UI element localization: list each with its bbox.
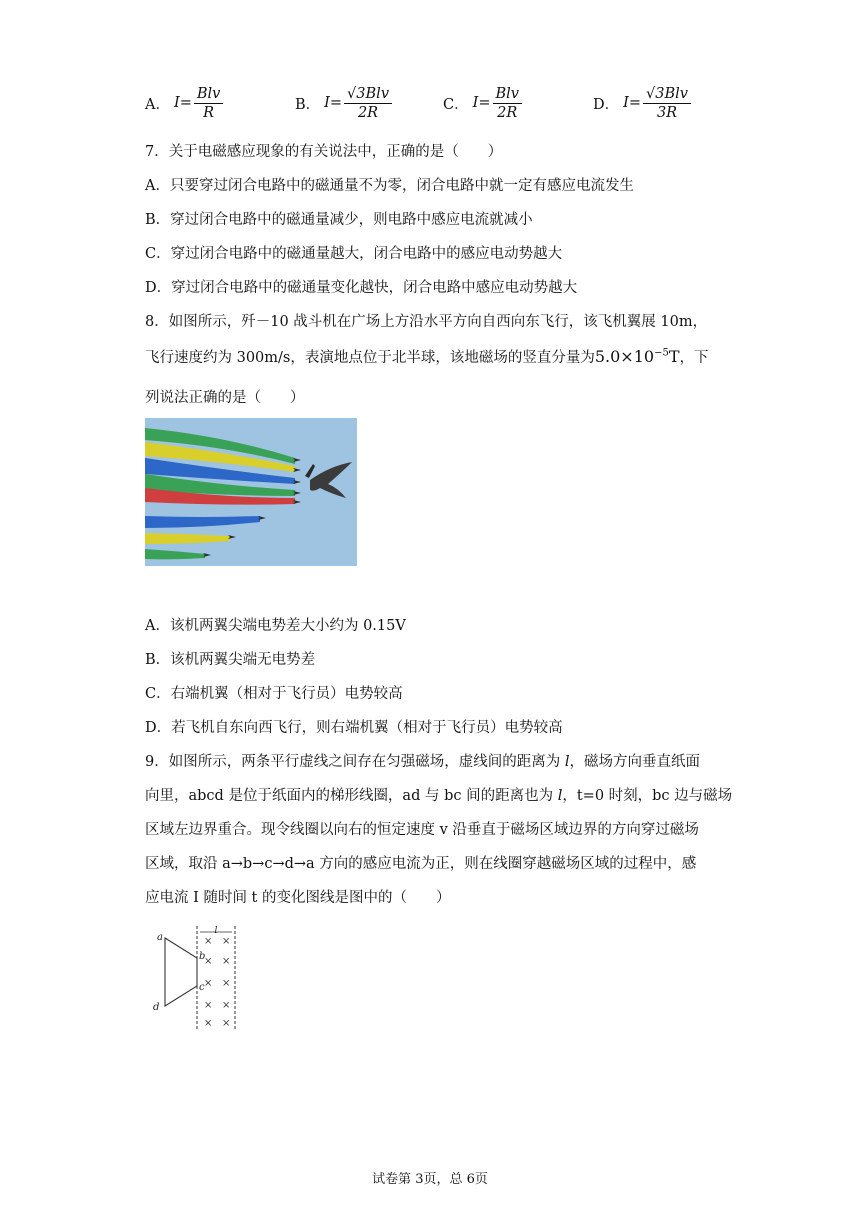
airshow-photo <box>145 418 357 566</box>
q9-stem-line4: 区域，取沿 a→b→c→d→a 方向的感应电流为正，则在线圈穿越磁场区域的过程中，感 <box>145 856 697 872</box>
field-cross: × <box>204 956 213 967</box>
field-cross: × <box>204 978 213 989</box>
q6-options <box>145 80 705 126</box>
numerator-rest: Blv <box>664 85 689 102</box>
numerator: Blv <box>493 85 523 104</box>
option-label: A． <box>145 96 170 113</box>
fraction <box>344 85 392 122</box>
q8-stem-line3: 列说法正确的是（ ） <box>145 390 305 406</box>
field-crosses <box>204 936 230 1029</box>
q8-option-d[interactable]: D．若飞机自东向西飞行，则右端机翼（相对于飞行员）电势较高 <box>145 720 563 736</box>
q8-option-a[interactable]: A．该机两翼尖端电势差大小约为 0.15V <box>145 618 406 634</box>
q7-option-b[interactable]: B．穿过闭合电路中的磁通量减少，则电路中感应电流就减小 <box>145 212 533 228</box>
q8-text: ，下 <box>679 350 709 366</box>
vertex-a: a <box>157 932 163 943</box>
option-label: B． <box>295 96 321 113</box>
numerator <box>344 85 392 104</box>
fraction <box>194 85 224 122</box>
option-label: D． <box>593 96 620 113</box>
radicand: 3 <box>356 85 366 102</box>
radicand: 3 <box>655 85 665 102</box>
field-cross: × <box>204 1000 213 1011</box>
option-label: C． <box>443 96 469 113</box>
numerator: Blv <box>194 85 224 104</box>
coil <box>165 938 197 1006</box>
field-cross: × <box>204 936 213 947</box>
sqrt-sign: √ <box>347 85 357 102</box>
q8-stem-line1: 8．如图所示，歼－10 战斗机在广场上方沿水平方向自西向东飞行，该飞机翼展 10m， <box>145 314 708 330</box>
q7-option-a[interactable]: A．只要穿过闭合电路中的磁通量不为零，闭合电路中就一定有感应电流发生 <box>145 178 634 194</box>
q6-option-d[interactable] <box>593 80 691 126</box>
formula-lhs: I= <box>173 95 192 111</box>
q8-stem-line2 <box>145 346 709 367</box>
field-cross: × <box>222 936 231 947</box>
vertex-d: d <box>153 1002 160 1013</box>
fraction <box>643 85 691 122</box>
formula-lhs: I= <box>623 95 642 111</box>
denominator: 2R <box>357 104 379 121</box>
q9-stem-line1: 9．如图所示，两条平行虚线之间存在匀强磁场，虚线间的距离为 l，磁场方向垂直纸面 <box>145 754 700 770</box>
q7-option-c[interactable]: C．穿过闭合电路中的磁通量越大，闭合电路中的感应电动势越大 <box>145 246 563 262</box>
denominator: R <box>203 104 215 121</box>
q9-stem-line3: 区域左边界重合。现令线圈以向右的恒定速度 v 沿垂直于磁场区域边界的方向穿过磁场 <box>145 822 699 838</box>
numerator <box>643 85 691 104</box>
q8-option-b[interactable]: B．该机两翼尖端无电势差 <box>145 652 316 668</box>
formula-lhs: I= <box>472 95 491 111</box>
width-label: l <box>214 926 218 936</box>
field-cross: × <box>204 1018 213 1029</box>
vertex-c: c <box>199 982 205 993</box>
trapezoid-coil-diagram <box>145 924 250 1034</box>
q9-stem-line5: 应电流 I 随时间 t 的变化图线是图中的（ ） <box>145 890 451 906</box>
denominator: 3R <box>656 104 678 121</box>
vertex-b: b <box>199 951 206 962</box>
denominator: 2R <box>497 104 518 121</box>
fraction <box>493 85 523 122</box>
q7-stem: 7．关于电磁感应现象的有关说法中，正确的是（ ） <box>145 144 503 160</box>
sqrt-sign: √ <box>646 85 656 102</box>
numerator-rest: Blv <box>365 85 390 102</box>
formula-lhs: I= <box>324 95 343 111</box>
q6-option-c[interactable] <box>443 80 522 126</box>
field-cross: × <box>222 1018 231 1029</box>
field-cross: × <box>222 978 231 989</box>
q8-text: 飞行速度约为 300m/s，表演地点位于北半球，该地磁场的竖直分量为 <box>145 350 595 366</box>
q6-option-b[interactable] <box>295 80 392 126</box>
q6-option-a[interactable] <box>145 80 223 126</box>
q7-option-d[interactable]: D．穿过闭合电路中的磁通量变化越快，闭合电路中感应电动势越大 <box>145 280 578 296</box>
field-cross: × <box>222 956 231 967</box>
page-footer: 试卷第 3页，总 6页 <box>372 1172 488 1187</box>
q9-stem-line2: 向里，abcd 是位于纸面内的梯形线圈，ad 与 bc 间的距离也为 l，t=0 时刻，bc 边与磁场 <box>145 788 733 804</box>
field-cross: × <box>222 1000 231 1011</box>
field-value: $5.0\times 10^{-5}T$ <box>594 347 680 366</box>
q8-option-c[interactable]: C．右端机翼（相对于飞行员）电势较高 <box>145 686 403 702</box>
